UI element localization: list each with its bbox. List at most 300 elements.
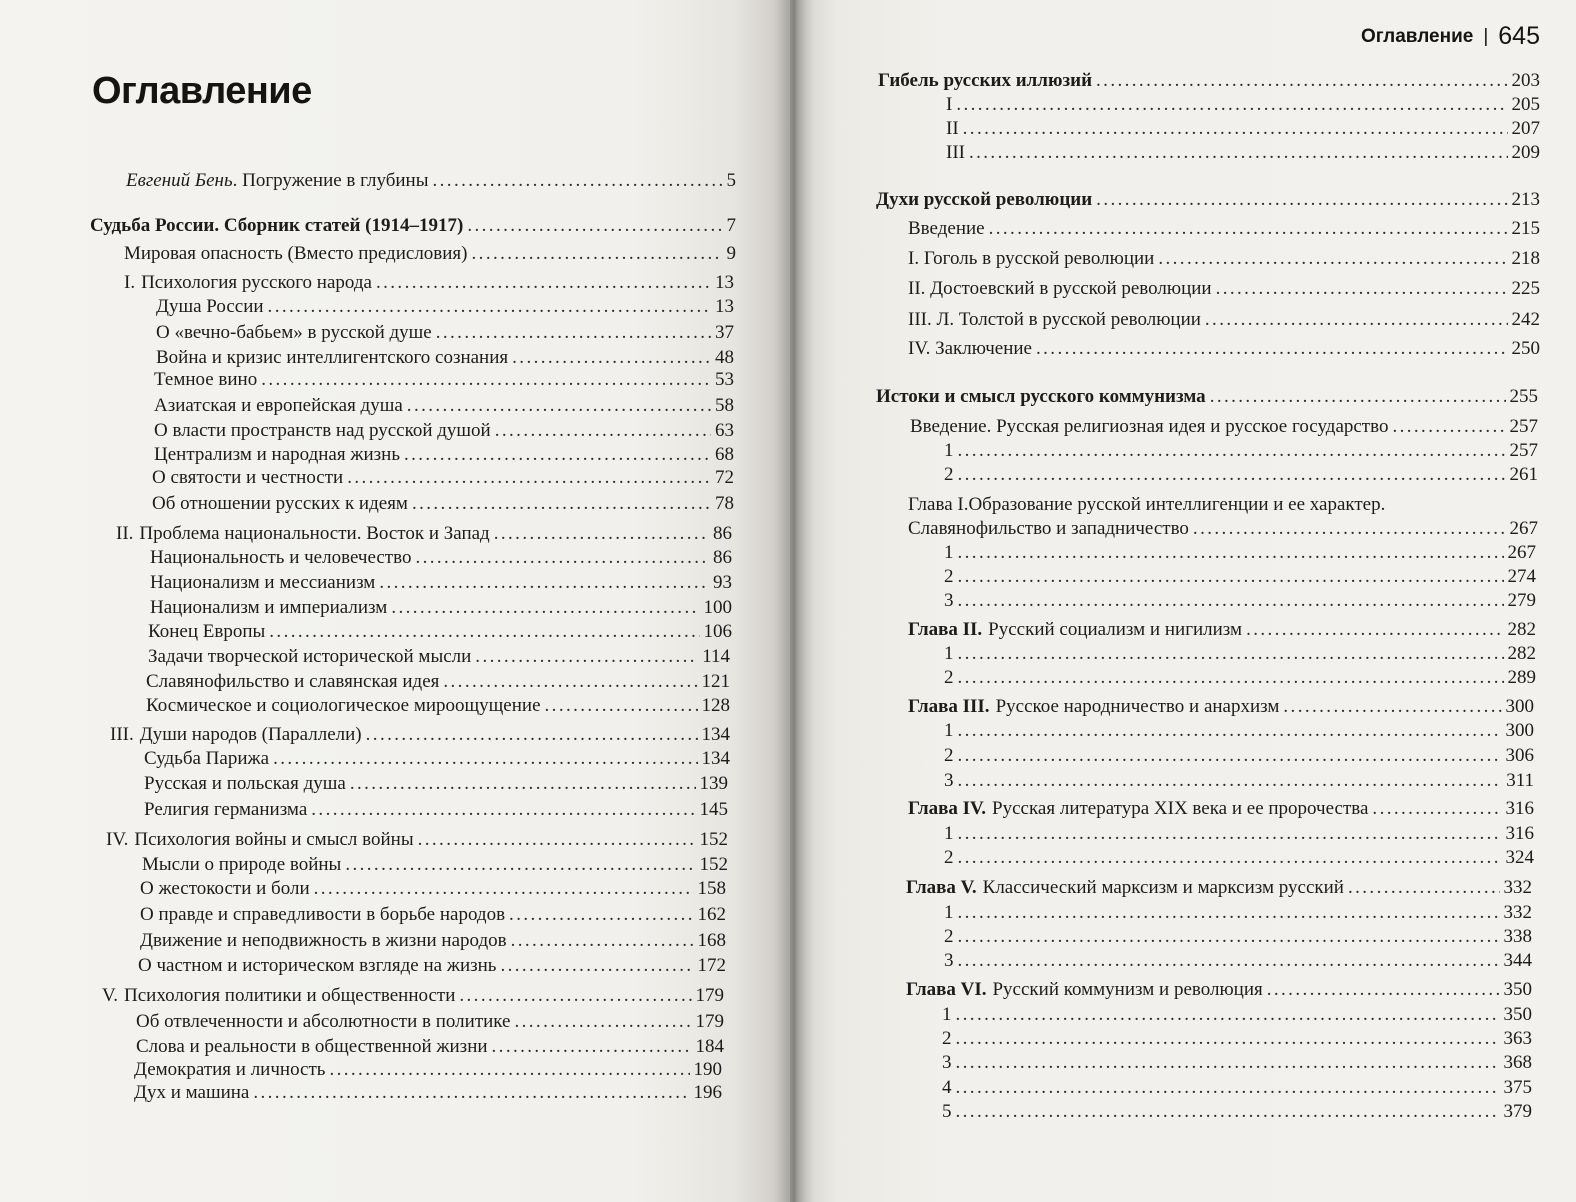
- dot-leader: [969, 142, 1508, 164]
- toc-page-number: 53: [715, 369, 734, 390]
- toc-page-number: 205: [1511, 94, 1540, 115]
- toc-entry: [942, 1004, 1532, 1026]
- toc-entry-title: О «вечно-бабьем» в русской душе: [156, 322, 432, 343]
- dot-leader: [1193, 518, 1506, 540]
- toc-page-number: 128: [701, 695, 730, 716]
- toc-page-number: 106: [703, 621, 732, 642]
- right-page: [790, 0, 1576, 1202]
- toc-page-number: 250: [1511, 338, 1540, 359]
- toc-entry: [906, 979, 1532, 1001]
- toc-page-number: 379: [1503, 1101, 1532, 1122]
- toc-entry-title: 2: [944, 745, 954, 766]
- toc-page-number: 86: [713, 523, 732, 544]
- toc-entry-title-text: Проблема национальности. Восток и Запад: [139, 523, 490, 544]
- toc-entry-title: 3: [944, 590, 954, 611]
- toc-page-number: 215: [1511, 218, 1540, 239]
- toc-entry-title: 2: [942, 1028, 952, 1049]
- toc-entry: [944, 950, 1532, 972]
- dot-leader: [472, 243, 723, 265]
- toc-page-number: 152: [699, 854, 728, 875]
- dot-leader: [958, 464, 1506, 486]
- toc-entry: [134, 1059, 722, 1081]
- dot-leader: [407, 395, 711, 417]
- toc-entry-title: Задачи творческой исторической мысли: [148, 646, 472, 667]
- dot-leader: [253, 1082, 689, 1104]
- dot-leader: [956, 1052, 1500, 1074]
- dot-leader: [1205, 309, 1508, 331]
- dot-leader: [459, 985, 691, 1007]
- dot-leader: [500, 955, 693, 977]
- toc-entry-title: [906, 877, 1344, 899]
- toc-entry: [908, 309, 1540, 331]
- toc-page-number: 162: [697, 904, 726, 925]
- toc-entry-title: [106, 829, 414, 851]
- running-head-separator: |: [1483, 25, 1489, 47]
- toc-entry-title: [908, 619, 1242, 641]
- toc-entry-title: О жестокости и боли: [140, 878, 310, 899]
- toc-page-number: 37: [715, 322, 734, 343]
- toc-entry-title: О правде и справедливости в борьбе народов: [140, 904, 506, 925]
- toc-entry: [152, 493, 734, 515]
- toc-entry: [944, 823, 1534, 845]
- dot-leader: [1392, 416, 1505, 438]
- dot-leader: [1158, 248, 1507, 270]
- toc-entry: [156, 347, 734, 369]
- toc-page-number: 363: [1503, 1028, 1532, 1049]
- dot-leader: [261, 369, 711, 391]
- toc-entry: [156, 296, 734, 318]
- toc-entry: [942, 1101, 1532, 1123]
- running-head: [1361, 22, 1540, 51]
- toc-page-number: 5: [726, 170, 736, 191]
- toc-entry-title: [126, 170, 429, 192]
- toc-entry: [124, 243, 736, 265]
- toc-section-number: IV.: [106, 829, 129, 850]
- toc-chapter-label: Глава V.: [906, 877, 977, 898]
- toc-entry-title: 1: [944, 643, 954, 664]
- dot-leader: [376, 272, 711, 294]
- dot-leader: [512, 347, 711, 369]
- toc-entry: [908, 278, 1540, 300]
- toc-entry: [136, 1011, 724, 1033]
- toc-page-number: 93: [713, 572, 732, 593]
- toc-entry: [156, 322, 734, 344]
- toc-entry-title-text: Русская литература XIX века и ее пророчества: [992, 798, 1369, 819]
- running-head-title: Оглавление: [1360, 25, 1474, 47]
- dot-leader: [1283, 696, 1501, 718]
- toc-page-number: 213: [1511, 189, 1540, 210]
- toc-page-number: 121: [701, 671, 730, 692]
- dot-leader: [989, 218, 1508, 240]
- toc-page-number: 209: [1511, 142, 1540, 163]
- dot-leader: [1246, 619, 1503, 641]
- dot-leader: [958, 720, 1502, 742]
- dot-leader: [956, 1004, 1500, 1026]
- toc-chapter-label: Глава I.: [908, 494, 969, 515]
- toc-entry: [142, 854, 728, 876]
- toc-page-number: 368: [1503, 1052, 1532, 1073]
- toc-entry: [944, 720, 1534, 742]
- dot-leader: [273, 748, 697, 770]
- toc-entry-title: III: [946, 142, 965, 163]
- toc-entry: [148, 646, 730, 668]
- toc-entry: [908, 619, 1536, 641]
- dot-leader: [347, 467, 711, 489]
- toc-page-number: 338: [1503, 926, 1532, 947]
- toc-entry-title: Национальность и человечество: [150, 547, 412, 568]
- toc-entry-title: Истоки и смысл русского коммунизма: [876, 386, 1206, 407]
- page-number: 645: [1498, 22, 1540, 50]
- toc-entry-title: Азиатская и европейская душа: [154, 395, 403, 416]
- toc-entry: [102, 985, 724, 1007]
- toc-chapter-label: Глава IV.: [908, 798, 987, 819]
- toc-entry: [154, 444, 734, 466]
- toc-entry-title: Душа России: [156, 296, 264, 317]
- toc-page-number: 13: [715, 296, 734, 317]
- toc-entry-title: 1: [942, 1004, 952, 1025]
- dot-leader: [391, 597, 699, 619]
- toc-entry-title: Об отвлеченности и абсолютности в политике: [136, 1011, 511, 1032]
- dot-leader: [958, 542, 1504, 564]
- toc-page-number: 13: [715, 272, 734, 293]
- toc-entry: [908, 248, 1540, 270]
- toc-entry-title: Славянофильство и славянская идея: [146, 671, 440, 692]
- dot-leader: [494, 523, 709, 545]
- toc-section-number: II.: [116, 523, 134, 544]
- dot-leader: [958, 902, 1500, 924]
- toc-entry-title-text: Психология русского народа: [141, 272, 372, 293]
- toc-entry-title: [102, 985, 455, 1007]
- toc-entry-title: Слова и реальности в общественной жизни: [136, 1036, 488, 1057]
- toc-entry-title: IV. Заключение: [908, 338, 1032, 359]
- toc-entry: [150, 597, 732, 619]
- toc-section-number: I.: [124, 272, 136, 293]
- dot-leader: [433, 170, 723, 192]
- toc-entry-title: 1: [944, 902, 954, 923]
- toc-entry: [944, 926, 1532, 948]
- dot-leader: [329, 1059, 689, 1081]
- toc-entry-title: Введение: [908, 218, 985, 239]
- toc-page-number: 257: [1509, 440, 1538, 461]
- dot-leader: [492, 1036, 692, 1058]
- toc-entry: [944, 643, 1536, 665]
- toc-page-number: 267: [1509, 518, 1538, 539]
- toc-page-number: 332: [1503, 877, 1532, 898]
- toc-entry-title: [906, 979, 1263, 1001]
- toc-entry: [946, 142, 1540, 164]
- toc-page-number: 114: [702, 646, 730, 667]
- dot-leader: [418, 829, 696, 851]
- toc-entry-title: Русская и польская душа: [144, 773, 346, 794]
- toc-entry-title: Судьба России. Сборник статей (1914–1917): [90, 215, 464, 236]
- toc-entry-title: Конец Европы: [148, 621, 266, 642]
- toc-page-number: 218: [1511, 248, 1540, 269]
- toc-entry: [878, 70, 1540, 92]
- toc-entry-title: 3: [942, 1052, 952, 1073]
- dot-leader: [514, 1011, 691, 1033]
- toc-entry: [942, 1028, 1532, 1050]
- toc-entry-title: Религия германизма: [144, 799, 308, 820]
- toc-entry: [136, 1036, 724, 1058]
- toc-entry-title: Национализм и империализм: [150, 597, 388, 618]
- toc-entry: [138, 955, 726, 977]
- toc-entry-title: О частном и историческом взгляде на жизнь: [138, 955, 497, 976]
- toc-entry-title: [908, 798, 1368, 820]
- dot-leader: [268, 296, 711, 318]
- toc-page-number: 68: [715, 444, 734, 465]
- dot-leader: [958, 770, 1503, 792]
- dot-leader: [350, 773, 696, 795]
- dot-leader: [509, 904, 693, 926]
- toc-entry: [152, 467, 734, 489]
- toc-page-number: 190: [693, 1059, 722, 1080]
- toc-entry-title-line2: Славянофильство и западничество: [908, 518, 1189, 539]
- toc-entry-title-text: Русское народничество и анархизм: [995, 696, 1280, 717]
- toc-entry-first-line: [908, 494, 1385, 516]
- toc-page-number: 316: [1505, 823, 1534, 844]
- toc-page-number: 184: [695, 1036, 724, 1057]
- toc-entry: [908, 338, 1540, 360]
- dot-leader: [1210, 386, 1506, 408]
- toc-entry-title: О власти пространств над русской душой: [154, 420, 491, 441]
- dot-leader: [404, 444, 711, 466]
- toc-entry: [146, 671, 730, 693]
- dot-leader: [467, 215, 722, 237]
- toc-entry-title: Дух и машина: [134, 1082, 250, 1103]
- toc-page-number: 152: [699, 829, 728, 850]
- toc-entry: [944, 902, 1532, 924]
- toc-entry-title: Темное вино: [154, 369, 258, 390]
- toc-page-number: 375: [1503, 1077, 1532, 1098]
- toc-entry-title: Введение. Русская религиозная идея и русское государство: [910, 416, 1389, 437]
- toc-entry-title: Национализм и мессианизм: [150, 572, 376, 593]
- toc-entry: [140, 930, 726, 952]
- toc-entry: [140, 878, 726, 900]
- dot-leader: [495, 420, 711, 442]
- toc-entry: [106, 829, 728, 851]
- toc-entry: [876, 386, 1538, 408]
- toc-entry-title-text: Классический марксизм и марксизм русский: [982, 877, 1344, 898]
- toc-entry: [110, 724, 730, 746]
- toc-entry-title: [908, 494, 1385, 515]
- toc-entry: [908, 518, 1538, 540]
- toc-entry-title: III. Л. Толстой в русской революции: [908, 309, 1201, 330]
- toc-entry-title: II. Достоевский в русской революции: [908, 278, 1212, 299]
- toc-entry: [146, 695, 730, 717]
- dot-leader: [956, 94, 1507, 116]
- toc-page-number: 261: [1509, 464, 1538, 485]
- dot-leader: [314, 878, 694, 900]
- dot-leader: [443, 671, 697, 693]
- toc-entry: [946, 94, 1540, 116]
- dot-leader: [415, 547, 709, 569]
- toc-entry: [906, 877, 1532, 899]
- dot-leader: [958, 847, 1502, 869]
- toc-entry: [144, 748, 730, 770]
- toc-entry-title: [908, 696, 1279, 718]
- author-separator: .: [232, 170, 243, 191]
- toc-page-number: 158: [697, 878, 726, 899]
- toc-entry-title: 3: [944, 950, 954, 971]
- dot-leader: [956, 1101, 1500, 1123]
- toc-page-number: 242: [1511, 309, 1540, 330]
- dot-leader: [366, 724, 698, 746]
- dot-leader: [1096, 70, 1507, 92]
- dot-leader: [958, 926, 1500, 948]
- toc-page-number: 300: [1505, 696, 1534, 717]
- toc-page-number: 48: [715, 347, 734, 368]
- dot-leader: [958, 950, 1500, 972]
- toc-page-number: 78: [715, 493, 734, 514]
- toc-page-number: 344: [1503, 950, 1532, 971]
- toc-entry-title: 2: [944, 847, 954, 868]
- toc-page-number: 7: [726, 215, 736, 236]
- toc-entry-title: Духи русской революции: [876, 189, 1093, 210]
- dot-leader: [958, 440, 1506, 462]
- toc-entry-title: II: [946, 118, 959, 139]
- toc-entry: [908, 218, 1540, 240]
- toc-page-number: 350: [1503, 1004, 1532, 1025]
- toc-entry-title: 1: [944, 542, 954, 563]
- dot-leader: [436, 322, 711, 344]
- toc-page-number: 289: [1507, 667, 1536, 688]
- dot-leader: [1216, 278, 1508, 300]
- toc-chapter-label: Глава II.: [908, 619, 983, 640]
- dot-leader: [1372, 798, 1501, 820]
- toc-entry: [944, 770, 1534, 792]
- toc-entry: [944, 440, 1538, 462]
- toc-entry-title: I: [946, 94, 953, 115]
- toc-page-number: 58: [715, 395, 734, 416]
- toc-entry-title: [110, 724, 362, 746]
- dot-leader: [1348, 877, 1500, 899]
- toc-entry-title-text: Психология политики и общественности: [124, 985, 456, 1006]
- toc-page-number: 324: [1505, 847, 1534, 868]
- toc-page-number: 332: [1503, 902, 1532, 923]
- toc-page-number: 134: [701, 724, 730, 745]
- toc-entry: [944, 667, 1536, 689]
- toc-entry: [942, 1052, 1532, 1074]
- toc-page-number: 72: [715, 467, 734, 488]
- toc-page-number: 225: [1511, 278, 1540, 299]
- toc-entry: [944, 847, 1534, 869]
- toc-page-number: 300: [1505, 720, 1534, 741]
- toc-page-number: 350: [1503, 979, 1532, 1000]
- dot-leader: [511, 930, 694, 952]
- page-title: Оглавление: [92, 70, 312, 112]
- toc-entry-title-text: Души народов (Параллели): [139, 724, 362, 745]
- toc-entry: [124, 272, 734, 294]
- toc-page-number: 139: [699, 773, 728, 794]
- toc-page-number: 207: [1511, 118, 1540, 139]
- toc-entry-title: Судьба Парижа: [144, 748, 270, 769]
- toc-entry: [150, 547, 732, 569]
- dot-leader: [345, 854, 695, 876]
- toc-page-number: 311: [1506, 770, 1534, 791]
- toc-entry: [90, 215, 736, 237]
- toc-entry-title: I. Гоголь в русской революции: [908, 248, 1155, 269]
- toc-page-number: 86: [713, 547, 732, 568]
- toc-entry: [944, 542, 1536, 564]
- toc-section-number: V.: [102, 985, 119, 1006]
- toc-entry: [946, 118, 1540, 140]
- toc-page-number: 279: [1507, 590, 1536, 611]
- toc-entry-title-text: Образование русской интеллигенции и ее характер.: [968, 494, 1386, 515]
- toc-entry-title: Движение и неподвижность в жизни народов: [140, 930, 507, 951]
- toc-page-number: 172: [697, 955, 726, 976]
- toc-entry: [942, 1077, 1532, 1099]
- toc-page-number: 179: [695, 985, 724, 1006]
- toc-entry-title-text: Русский социализм и нигилизм: [988, 619, 1243, 640]
- toc-page-number: 282: [1507, 619, 1536, 640]
- toc-entry: [154, 420, 734, 442]
- dot-leader: [956, 1028, 1500, 1050]
- toc-entry: [126, 170, 736, 192]
- toc-page-number: 134: [701, 748, 730, 769]
- toc-entry-title: Демократия и личность: [134, 1059, 326, 1080]
- toc-entry: [144, 773, 728, 795]
- toc-entry-title-text: Русский коммунизм и революция: [992, 979, 1263, 1000]
- toc-entry: [944, 566, 1536, 588]
- toc-entry: [154, 395, 734, 417]
- toc-entry-title: Мысли о природе войны: [142, 854, 342, 875]
- toc-entry-title: О святости и честности: [152, 467, 344, 488]
- toc-entry-title: 1: [944, 720, 954, 741]
- toc-page-number: 306: [1505, 745, 1534, 766]
- toc-entry-title: 2: [944, 464, 954, 485]
- toc-page-number: 9: [726, 243, 736, 264]
- toc-entry: [140, 904, 726, 926]
- toc-entry: [944, 745, 1534, 767]
- dot-leader: [1267, 979, 1500, 1001]
- toc-entry-author: Евгений Бень: [126, 170, 233, 191]
- toc-page-number: 203: [1511, 70, 1540, 91]
- toc-entry-title-text: Психология войны и смысл войны: [134, 829, 414, 850]
- toc-page-number: 100: [703, 597, 732, 618]
- dot-leader: [1036, 338, 1508, 360]
- toc-entry: [908, 798, 1534, 820]
- toc-chapter-label: Глава III.: [908, 696, 990, 717]
- dot-leader: [545, 695, 698, 717]
- toc-entry-title: 1: [944, 440, 954, 461]
- toc-page-number: 179: [695, 1011, 724, 1032]
- toc-entry-title: Гибель русских иллюзий: [878, 70, 1093, 91]
- dot-leader: [475, 646, 698, 668]
- toc-entry: [134, 1082, 722, 1104]
- toc-page-number: 257: [1509, 416, 1538, 437]
- dot-leader: [958, 566, 1504, 588]
- toc-entry-title: 4: [942, 1077, 952, 1098]
- dot-leader: [311, 799, 695, 821]
- dot-leader: [958, 823, 1502, 845]
- toc-entry-title: 3: [944, 770, 954, 791]
- toc-entry: [116, 523, 732, 545]
- toc-entry-title: Централизм и народная жизнь: [154, 444, 400, 465]
- toc-entry: [944, 590, 1536, 612]
- dot-leader: [958, 643, 1504, 665]
- toc-entry: [944, 464, 1538, 486]
- toc-page-number: 282: [1507, 643, 1536, 664]
- dot-leader: [1096, 189, 1507, 211]
- toc-entry: [144, 799, 728, 821]
- toc-page-number: 196: [693, 1082, 722, 1103]
- toc-entry-title: 5: [942, 1101, 952, 1122]
- toc-entry-title-text: Погружение в глубины: [242, 170, 429, 191]
- toc-entry: [154, 369, 734, 391]
- dot-leader: [958, 667, 1504, 689]
- toc-page-number: 168: [697, 930, 726, 951]
- toc-entry: [148, 621, 732, 643]
